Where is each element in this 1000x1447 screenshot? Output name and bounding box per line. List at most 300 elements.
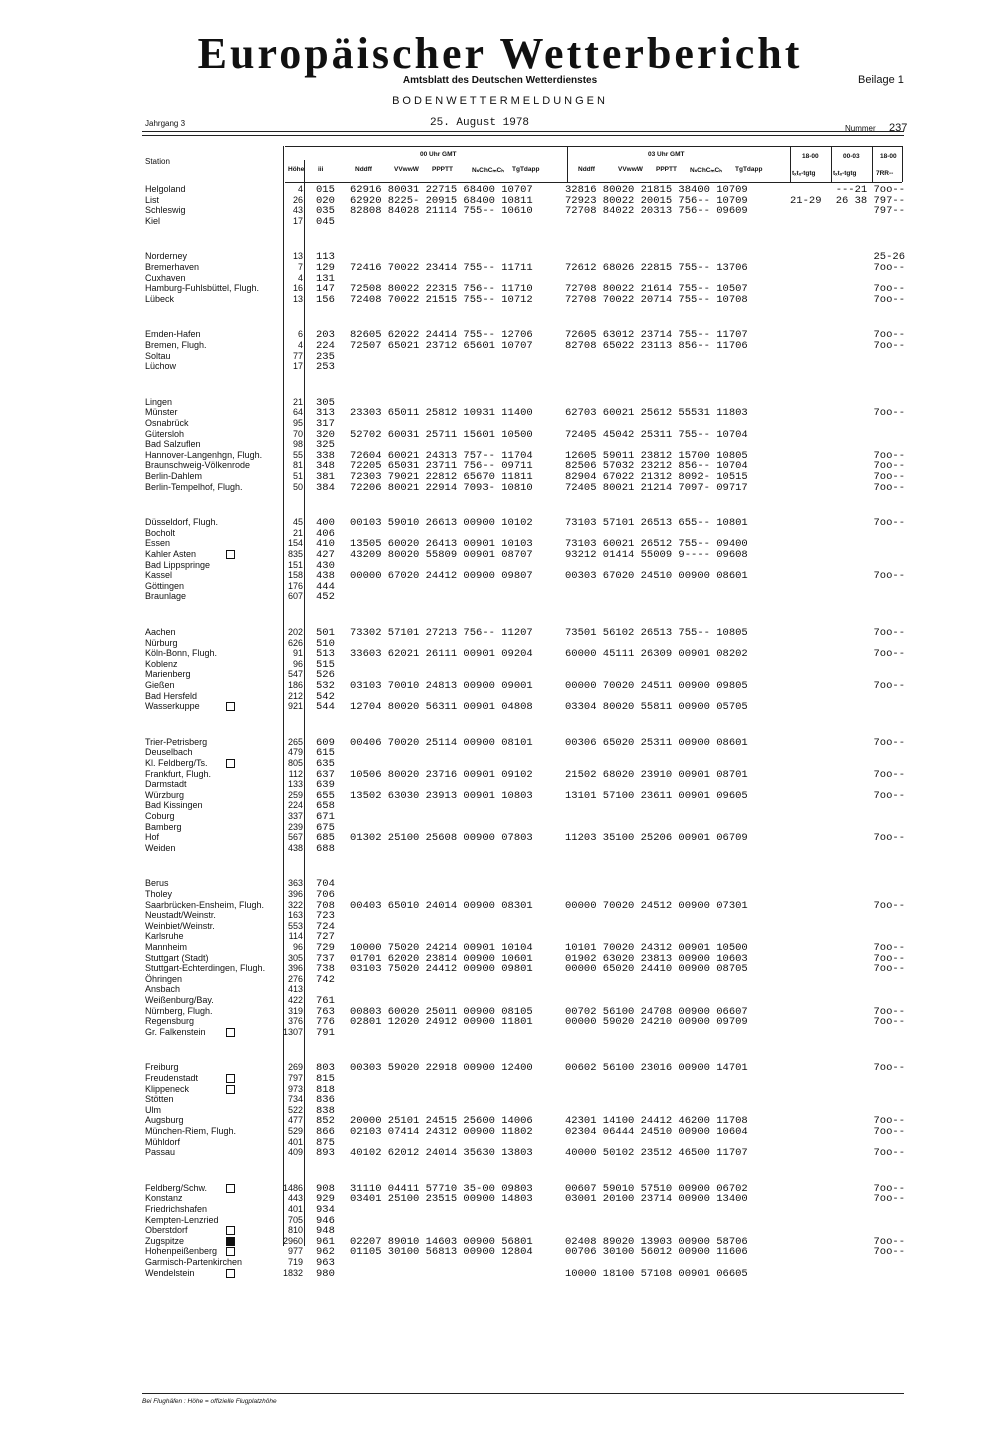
obs-03gmt: 02304 06444 24510 00900 10604 <box>565 1126 748 1138</box>
station-id: 658 <box>316 800 335 813</box>
station-id: 948 <box>316 1225 335 1238</box>
station-name: Gütersloh <box>145 428 185 439</box>
station-name: Kiel <box>145 215 161 226</box>
station-name: Gr. Falkenstein <box>145 1026 206 1037</box>
station-name: Hohenpeißenberg <box>145 1246 218 1257</box>
report-date: 25. August 1978 <box>430 117 530 129</box>
obs-00gmt: 31110 04411 57710 35-00 09803 <box>350 1182 533 1195</box>
station-height: 55 <box>292 449 303 460</box>
station-id: 438 <box>316 570 335 583</box>
column-header-r1sub: tₓtₓ-tgtg <box>792 170 816 177</box>
station-id: 406 <box>316 527 335 540</box>
obs-03gmt: 73103 57101 26513 655-- 10801 <box>565 517 748 530</box>
station-height: 269 <box>287 1062 303 1073</box>
station-name: Darmstadt <box>145 779 187 790</box>
obs-03gmt: 62703 60021 25612 55531 11803 <box>565 407 748 420</box>
precip-group: 7oo-- <box>873 963 905 976</box>
obs-03gmt: 73103 60021 26512 755-- 09400 <box>565 538 748 551</box>
station-height: 43 <box>292 205 303 216</box>
station-height: 17 <box>292 361 303 372</box>
station-height: 163 <box>287 910 303 921</box>
station-height: 607 <box>287 591 303 602</box>
station-height: 547 <box>287 669 303 680</box>
precip-group: 7oo-- <box>873 1246 905 1259</box>
station-height: 50 <box>292 481 303 492</box>
station-name: Göttingen <box>145 580 185 591</box>
station-name: Freudenstadt <box>145 1073 199 1083</box>
obs-00gmt: 01105 30100 56813 00900 12804 <box>350 1246 533 1259</box>
station-id: 224 <box>316 340 335 352</box>
station-height: 95 <box>292 418 303 428</box>
station-height: 202 <box>287 627 303 637</box>
station-height: 176 <box>287 580 303 591</box>
rule-hoehe <box>304 160 305 1246</box>
obs-03gmt: 00000 59020 24210 00900 09709 <box>565 1016 748 1029</box>
station-name: Koblenz <box>145 658 178 669</box>
nummer-label: Nummer <box>845 124 876 133</box>
station-id: 738 <box>316 963 335 976</box>
precip-group: 7oo-- <box>873 952 905 965</box>
precip-group: 7oo-- <box>873 899 905 912</box>
station-name: Stötten <box>145 1094 174 1105</box>
station-id: 708 <box>316 899 335 912</box>
station-height: 553 <box>287 920 303 931</box>
column-header-iii: iii <box>318 166 324 173</box>
station-name: Osnabrück <box>145 418 189 428</box>
station-height: 337 <box>287 811 303 821</box>
station-height: 805 <box>287 758 303 768</box>
obs-00gmt: 72303 79021 22812 65670 11811 <box>350 471 533 483</box>
station-height: 522 <box>287 1104 303 1115</box>
station-id: 818 <box>316 1083 335 1096</box>
station-id: 317 <box>316 418 335 430</box>
station-name: Nürburg <box>145 637 178 648</box>
station-marker-icon <box>226 1028 235 1037</box>
precip-group: 7oo-- <box>873 1115 905 1128</box>
precip-group: 7oo-- <box>873 1126 905 1138</box>
obs-03gmt: 72708 80022 21614 755-- 10507 <box>565 283 748 296</box>
page-subtitle: Amtsblatt des Deutschen Wetterdienstes <box>402 75 598 86</box>
station-name: Münster <box>145 407 178 418</box>
station-name: Stuttgart-Echterdingen, Flugh. <box>145 963 266 974</box>
station-height: 276 <box>287 973 303 984</box>
column-header-03gmt: 03 Uhr GMT <box>648 151 685 158</box>
obs-00gmt: 01302 25100 25608 00900 07803 <box>350 832 533 845</box>
station-id: 501 <box>316 627 335 639</box>
header-rule-2 <box>142 135 904 136</box>
station-id: 655 <box>316 789 335 802</box>
station-height: 2960 <box>282 1235 303 1246</box>
station-name: Cuxhaven <box>145 272 186 283</box>
station-name: Mannheim <box>145 942 188 952</box>
beilage-label: Beilage 1 <box>858 74 904 86</box>
station-id: 015 <box>316 184 335 196</box>
station-name: München-Riem, Flugh. <box>145 1126 237 1136</box>
station-height: 16 <box>292 283 303 294</box>
station-id: 639 <box>316 779 335 792</box>
column-header-hoehe: Höhe <box>288 166 305 173</box>
section-title: BODENWETTERMELDUNGEN <box>392 95 608 107</box>
station-id: 724 <box>316 920 335 933</box>
station-height: 626 <box>287 637 303 648</box>
station-id: 609 <box>316 736 335 749</box>
obs-03gmt: 40000 50102 23512 46500 11707 <box>565 1147 748 1160</box>
station-id: 410 <box>316 538 335 551</box>
precip-group: 7oo-- <box>873 449 905 462</box>
station-name: Saarbrücken-Ensheim, Flugh. <box>145 899 265 910</box>
station-id: 962 <box>316 1246 335 1259</box>
page-title: Europäischer Wetterbericht <box>197 29 803 78</box>
station-marker-icon <box>226 759 235 768</box>
obs-00gmt: 72205 65031 23711 756-- 09711 <box>350 460 533 473</box>
precip-group: 7oo-- <box>873 517 905 530</box>
obs-03gmt: 12605 59011 23812 15700 10805 <box>565 449 748 462</box>
station-name: Nürnberg, Flugh. <box>145 1005 213 1016</box>
station-height: 70 <box>292 428 303 439</box>
station-height: 7 <box>297 262 303 272</box>
station-id: 129 <box>316 262 335 274</box>
station-height: 479 <box>287 747 303 758</box>
precip-group: 7oo-- <box>873 768 905 781</box>
station-height: 77 <box>292 350 303 361</box>
obs-03gmt: 10101 70020 24312 00901 10500 <box>565 942 748 954</box>
station-name: Helgoland <box>145 184 186 194</box>
station-name: Passau <box>145 1147 176 1158</box>
obs-03gmt: 72405 45042 25311 755-- 10704 <box>565 428 748 441</box>
station-id: 671 <box>316 811 335 823</box>
station-id: 384 <box>316 481 335 494</box>
footnote: Bei Flughäfen : Höhe = offizielle Flugplatzhöhe <box>142 1398 277 1405</box>
station-marker-icon <box>226 550 235 559</box>
station-height: 363 <box>287 878 303 889</box>
obs-00gmt: 10000 75020 24214 00901 10104 <box>350 942 533 954</box>
station-height: 413 <box>287 984 303 995</box>
precip-group: 7oo-- <box>873 283 905 296</box>
obs-03gmt: 82506 57032 23212 856-- 10704 <box>565 460 748 473</box>
station-height: 186 <box>287 680 303 690</box>
obs-00gmt: 00103 59010 26613 00900 10102 <box>350 517 533 530</box>
station-id: 946 <box>316 1214 335 1227</box>
column-header-r2sub: tₓtₓ-tgtg <box>833 170 857 177</box>
obs-00gmt: 43209 80020 55809 00901 08707 <box>350 549 533 561</box>
station-height: 239 <box>287 821 303 832</box>
station-id: 723 <box>316 910 335 923</box>
obs-00gmt: 73302 57101 27213 756-- 11207 <box>350 627 533 639</box>
obs-03gmt: 03304 80020 55811 00900 05705 <box>565 701 748 714</box>
station-name: Augsburg <box>145 1115 184 1126</box>
obs-00gmt: 00303 59020 22918 00900 12400 <box>350 1062 533 1075</box>
station-height: 96 <box>292 658 303 669</box>
station-height: 977 <box>287 1246 303 1257</box>
station-height: 259 <box>287 789 303 800</box>
station-id: 313 <box>316 407 335 420</box>
station-id: 305 <box>316 396 335 409</box>
precip-group: 7oo-- <box>873 1147 905 1160</box>
obs-03gmt: 13101 57100 23611 00901 09605 <box>565 789 748 802</box>
obs-00gmt: 02801 12020 24912 00900 11801 <box>350 1016 533 1029</box>
obs-00gmt: 40102 62012 24014 35630 13803 <box>350 1147 533 1160</box>
obs-03gmt: 00000 70020 24511 00900 09805 <box>565 680 748 692</box>
station-height: 4 <box>297 340 303 350</box>
precip-group: 7oo-- <box>873 736 905 749</box>
column-header-nddff-b: Nddff <box>578 166 595 173</box>
station-id: 637 <box>316 768 335 781</box>
station-id: 688 <box>316 842 335 855</box>
station-height: 422 <box>287 995 303 1005</box>
station-id: 338 <box>316 449 335 462</box>
rule-end <box>902 146 903 182</box>
station-id: 045 <box>316 215 335 228</box>
station-height: 158 <box>287 570 303 581</box>
station-name: Coburg <box>145 811 175 821</box>
station-height: 133 <box>287 779 303 790</box>
obs-03gmt: 01902 63020 23813 00900 10603 <box>565 952 748 965</box>
obs-03gmt: 00306 65020 25311 00900 08601 <box>565 736 748 749</box>
obs-03gmt: 60000 45111 26309 00901 08202 <box>565 648 748 661</box>
header-rule <box>142 131 904 132</box>
footer-rule <box>142 1393 904 1394</box>
station-id: 156 <box>316 293 335 306</box>
station-id: 934 <box>316 1204 335 1216</box>
station-id: 963 <box>316 1257 335 1269</box>
precip-group: 7oo-- <box>873 1193 905 1206</box>
station-height: 4 <box>297 272 303 283</box>
temp-extreme: 21-29 <box>790 194 822 207</box>
column-header-00gmt: 00 Uhr GMT <box>420 151 457 158</box>
obs-00gmt: 02103 07414 24312 00900 11802 <box>350 1126 533 1138</box>
station-marker-icon <box>226 1184 235 1193</box>
rule-03 <box>567 146 568 182</box>
station-id: 320 <box>316 428 335 441</box>
column-header-r1: 18-00 <box>802 153 819 160</box>
station-id: 635 <box>316 758 335 770</box>
station-id: 929 <box>316 1193 335 1206</box>
station-name: Bad Kissingen <box>145 800 203 811</box>
station-height: 21 <box>292 396 303 407</box>
station-name: Essen <box>145 538 171 549</box>
station-name: Bad Salzuflen <box>145 439 201 450</box>
station-id: 035 <box>316 205 335 218</box>
station-height: 567 <box>287 832 303 843</box>
column-header-r3: 18-00 <box>880 153 897 160</box>
header-bottom-rule <box>285 182 902 183</box>
station-id: 706 <box>316 889 335 901</box>
station-name: Tholey <box>145 889 173 899</box>
station-name: Hannover-Langenhgn, Flugh. <box>145 449 263 460</box>
station-height: 396 <box>287 889 303 899</box>
obs-03gmt: 03001 20100 23714 00900 13400 <box>565 1193 748 1206</box>
station-height: 17 <box>292 215 303 226</box>
station-id: 908 <box>316 1182 335 1195</box>
station-height: 51 <box>292 471 303 481</box>
station-height: 91 <box>292 648 303 659</box>
station-name: Hof <box>145 832 160 843</box>
obs-00gmt: 72508 80022 22315 756-- 11710 <box>350 283 533 296</box>
precip-group: 7oo-- <box>873 481 905 494</box>
station-name: Oberstdorf <box>145 1225 188 1236</box>
station-height: 265 <box>287 736 303 747</box>
station-name: Konstanz <box>145 1193 183 1204</box>
station-name: Friedrichshafen <box>145 1204 208 1214</box>
station-marker-icon <box>226 1247 235 1256</box>
station-height: 401 <box>287 1204 303 1214</box>
precip-group: 7oo-- <box>873 471 905 483</box>
obs-00gmt: 00403 65010 24014 00900 08301 <box>350 899 533 912</box>
station-id: 253 <box>316 361 335 374</box>
station-height: 98 <box>292 439 303 450</box>
obs-03gmt: 72612 68026 22815 755-- 13706 <box>565 262 748 274</box>
station-height: 13 <box>292 293 303 304</box>
station-name: Bremerhaven <box>145 262 200 272</box>
precip-group: 25-26 <box>873 251 905 264</box>
station-name: Kassel <box>145 570 173 581</box>
obs-00gmt: 72416 70022 23414 755-- 11711 <box>350 262 533 274</box>
station-id: 381 <box>316 471 335 483</box>
station-height: 396 <box>287 963 303 974</box>
rule-r2 <box>831 146 832 182</box>
station-id: 131 <box>316 272 335 285</box>
station-marker-icon <box>226 702 235 711</box>
station-id: 430 <box>316 559 335 572</box>
station-id: 532 <box>316 680 335 692</box>
station-id: 427 <box>316 549 335 561</box>
obs-03gmt: 21502 68020 23910 00901 08701 <box>565 768 748 781</box>
station-name: Weiden <box>145 842 176 853</box>
station-name: Bad Hersfeld <box>145 690 198 701</box>
station-name: Köln-Bonn, Flugh. <box>145 648 218 659</box>
obs-00gmt: 72206 80021 22914 7093- 10810 <box>350 481 533 494</box>
obs-03gmt: 00000 70020 24512 00900 07301 <box>565 899 748 912</box>
station-height: 835 <box>287 549 303 559</box>
station-id: 615 <box>316 747 335 760</box>
station-id: 325 <box>316 439 335 452</box>
station-name: Stuttgart (Stadt) <box>145 952 209 963</box>
obs-03gmt: 72923 80022 20015 756-- 10709 <box>565 194 748 207</box>
obs-00gmt: 03103 75020 24412 00900 09801 <box>350 963 533 976</box>
station-height: 322 <box>287 899 303 910</box>
station-height: 224 <box>287 800 303 811</box>
station-name: Aachen <box>145 627 176 637</box>
station-height: 26 <box>292 194 303 205</box>
station-name: Ansbach <box>145 984 181 995</box>
station-height: 212 <box>287 690 303 701</box>
obs-00gmt: 82605 62022 24414 755-- 12706 <box>350 329 533 342</box>
station-name: Klippeneck <box>145 1083 190 1094</box>
station-height: 154 <box>287 538 303 549</box>
obs-00gmt: 02207 89010 14603 00900 56801 <box>350 1235 533 1248</box>
obs-03gmt: 73501 56102 26513 755-- 10805 <box>565 627 748 639</box>
obs-03gmt: 00706 30100 56012 00900 11606 <box>565 1246 748 1259</box>
station-id: 961 <box>316 1235 335 1248</box>
obs-00gmt: 52702 60031 25711 15601 10500 <box>350 428 533 441</box>
obs-00gmt: 23303 65011 25812 10931 11400 <box>350 407 533 420</box>
precip-group: ---21 7oo-- <box>835 184 905 196</box>
station-height: 477 <box>287 1115 303 1126</box>
station-name: Düsseldorf, Flugh. <box>145 517 219 528</box>
station-id: 348 <box>316 460 335 473</box>
station-height: 305 <box>287 952 303 963</box>
station-height: 438 <box>287 842 303 853</box>
obs-03gmt: 11203 35100 25206 00901 06709 <box>565 832 748 845</box>
station-name: Bad Lippspringe <box>145 559 211 570</box>
station-height: 114 <box>288 931 303 942</box>
station-name: Wendelstein <box>145 1267 195 1278</box>
column-header-r3sub: 7RR-- <box>876 170 894 177</box>
station-name: Deuselbach <box>145 747 193 758</box>
column-header-ppptt-a: PPPTT <box>432 166 453 173</box>
station-height: 6 <box>297 329 303 340</box>
station-name: Trier-Petrisberg <box>145 736 208 747</box>
station-name: Regensburg <box>145 1016 195 1027</box>
obs-00gmt: 72408 70022 21515 755-- 10712 <box>350 293 533 306</box>
station-name: Kl. Feldberg/Ts. <box>145 758 208 768</box>
station-height: 810 <box>287 1225 303 1236</box>
obs-03gmt: 00303 67020 24510 00900 08601 <box>565 570 748 583</box>
obs-03gmt: 00702 56100 24708 00900 06607 <box>565 1005 748 1018</box>
station-name: Weinbiet/Weinstr. <box>145 920 215 931</box>
precip-group: 797-- <box>873 205 905 218</box>
precip-group: 7oo-- <box>873 262 905 274</box>
obs-03gmt: 42301 14100 24412 46200 11708 <box>565 1115 748 1128</box>
column-header-vvwww-b: VVwwW <box>618 166 643 173</box>
precip-group: 7oo-- <box>873 648 905 661</box>
precip-group: 7oo-- <box>873 1016 905 1029</box>
precip-group: 7oo-- <box>873 1182 905 1195</box>
station-id: 526 <box>316 669 335 682</box>
obs-00gmt: 00406 70020 25114 00900 08101 <box>350 736 533 749</box>
column-header-r2: 00-03 <box>843 153 860 160</box>
station-id: 866 <box>316 1126 335 1138</box>
precip-group: 7oo-- <box>873 789 905 802</box>
station-height: 705 <box>287 1214 303 1225</box>
precip-group: 7oo-- <box>873 460 905 473</box>
station-name: Zugspitze <box>145 1235 185 1246</box>
precip-group: 7oo-- <box>873 680 905 692</box>
station-id: 791 <box>316 1026 335 1039</box>
obs-00gmt: 20000 25101 24515 25600 14006 <box>350 1115 533 1128</box>
station-name: Berlin-Dahlem <box>145 471 203 481</box>
obs-03gmt: 32816 80020 21815 38400 10709 <box>565 184 748 196</box>
station-name: Emden-Hafen <box>145 329 201 340</box>
station-id: 515 <box>316 658 335 671</box>
obs-03gmt: 00607 59010 57510 00900 06702 <box>565 1182 748 1195</box>
station-id: 729 <box>316 942 335 954</box>
station-marker-icon <box>226 1237 235 1246</box>
column-header-vvwww-a: VVwwW <box>394 166 419 173</box>
station-id: 685 <box>316 832 335 845</box>
station-name: Mühldorf <box>145 1136 181 1147</box>
obs-00gmt: 13505 60020 26413 00901 10103 <box>350 538 533 551</box>
station-name: Berlin-Tempelhof, Flugh. <box>145 481 243 492</box>
column-header-station: Station <box>145 157 170 166</box>
station-id: 235 <box>316 350 335 363</box>
station-height: 112 <box>288 768 303 779</box>
header-top-rule <box>285 146 902 147</box>
station-id: 836 <box>316 1094 335 1107</box>
station-marker-icon <box>226 1085 235 1094</box>
obs-00gmt: 82808 84028 21114 755-- 10610 <box>350 205 533 218</box>
nummer-value: 237 <box>889 122 908 134</box>
obs-00gmt: 00000 67020 24412 00900 09807 <box>350 570 533 583</box>
obs-03gmt: 02408 89020 13903 00900 58706 <box>565 1235 748 1248</box>
station-id: 542 <box>316 690 335 703</box>
station-height: 4 <box>297 184 303 194</box>
station-height: 443 <box>287 1193 303 1204</box>
station-height: 81 <box>292 460 303 471</box>
station-id: 020 <box>316 194 335 207</box>
station-height: 1307 <box>282 1026 303 1037</box>
nummer-field <box>845 122 907 134</box>
